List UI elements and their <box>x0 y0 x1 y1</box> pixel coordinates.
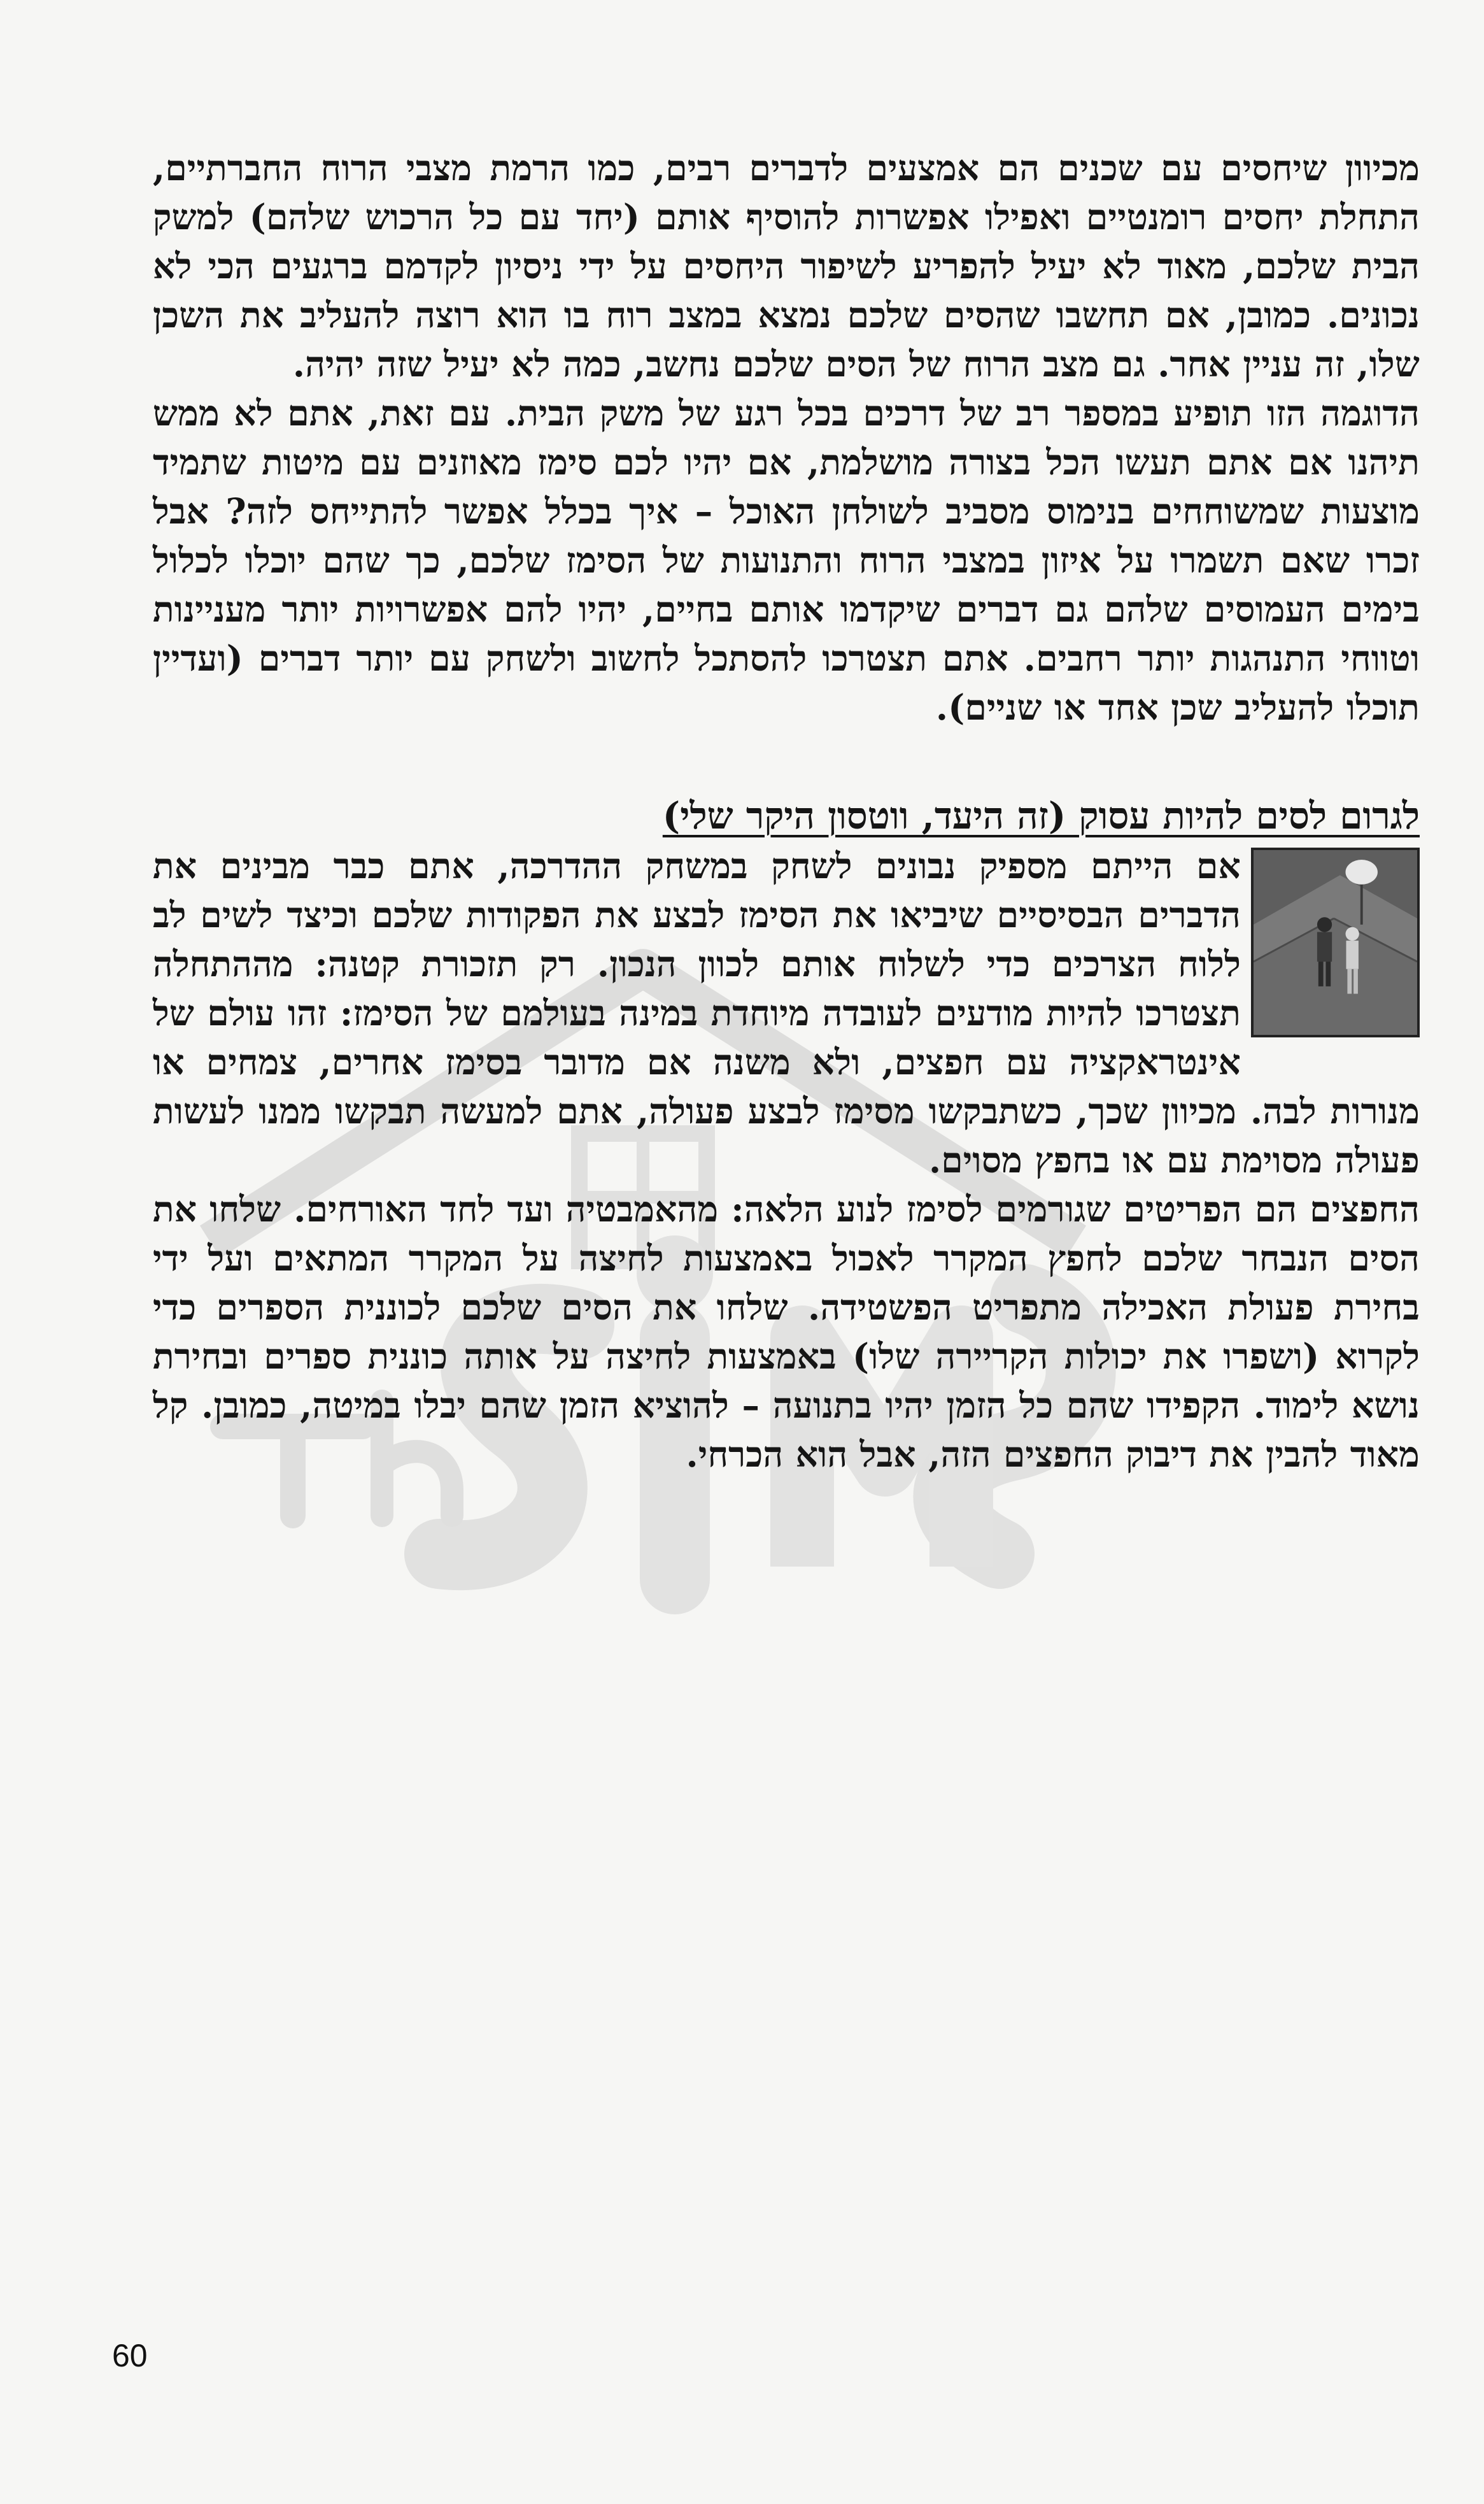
intro-paragraph-2: הדוגמה הזו תופיע במספר רב של דרכים בכל רגע של משק הבית. עם זאת, אתם לא ממש תיהנו אם אתם תעשו הכל בצורה מושלמת, אם יהיו לכם סימז מאוזנים עם מיטות שתמיד מוצעות שמשוחחים בנימוס מסביב לשולחן האוכל – איך בכלל אפשר להתייחס לזה? אבל זכרו שאם תשמרו על איזון במצבי הרוח והתנועות של הסימז שלכם, כך שהם יוכלו לכלול בימים העמוסים שלהם גם דברים שיקדמו אותם בחיים, יהיו להם אפשרויות יותר מעניינות וטווחי התנהגות יותר רחבים. אתם תצטרכו להסתכל לחשוב ולשחק עם יותר דברים (ועדיין תוכלו להעליב שכן אחד או שניים). <box>153 392 1420 728</box>
game-screenshot-icon <box>1254 850 1417 1035</box>
page-content <box>153 143 1420 1479</box>
section-title: לגרום לסים להיות עסוק (זה היעד, ווטסון היקר שלי) <box>662 794 1420 837</box>
game-screenshot <box>1251 848 1420 1037</box>
section-paragraph-1: אם הייתם מספיק נבונים לשחק במשחק ההדרכה, אתם כבר מבינים את הדברים הבסיסיים שיביאו את הסימז לבצע את הפקודות שלכם וכיצד לשים לב ללוח הצרכים כדי לשלוח אותם לכוון הנכון. רק תזכורת קטנה: מההתחלה תצטרכו להיות מודעים לעובדה מיוחדת במינה בעולמם של הסימז: זהו עולם של אינטראקציה עם חפצים, ולא משנה אם מדובר בסימז אחרים, צמחים או מנורות לבה. מכיוון שכך, כשתבקשו מסימז לבצע פעולה, אתם למעשה תבקשו ממנו לעשות פעולה מסוימת עם או בחפץ מסוים. <box>153 845 1420 1181</box>
page-number: 60 <box>112 2338 148 2373</box>
intro-paragraph-1: מכיוון שיחסים עם שכנים הם אמצעים לדברים רבים, כמו הרמת מצבי הרוח החברתיים, התחלת יחסים רומנטיים ואפילו אפשרות להוסיף אותם (יחד עם כל הרכוש שלהם) למשק הבית שלכם, מאוד לא יעיל להפריע לשיפור היחסים על ידי ניסיון לקדמם ברגעים הכי לא נכונים. כמובן, אם תחשבו שהסים שלכם נמצא במצב רוח בו הוא רוצה להעליב את השכן שלו, זה עניין אחר. גם מצב הרוח של הסים שלכם נחשב, כמה לא יעיל שזה יהיה. <box>153 147 1420 385</box>
section-paragraph-2: החפצים הם הפריטים שגורמים לסימז לנוע הלאה: מהאמבטיה ועד לחד האורחים. שלחו את הסים הנבחר שלכם לחפץ המקרר לאכול באמצעות לחיצה על המקרר המתאים ועל ידי בחירת פעולת האכילה מתפריט הפשטידה. שלחו את הסים שלכם לכוננית הספרים כדי לקרוא (ושפרו את יכולות הקריירה שלו) באמצעות לחיצה על אותה כוננית ספרים ובחירת נושא לימוד. הקפידו שהם כל הזמן יהיו בתנועה – להוציא הזמן שהם יבלו במיטה, כמובן. קל מאוד להבין את דיבוק החפצים הזה, אבל הוא הכרחי. <box>153 1188 1420 1475</box>
section-spacer <box>153 732 1420 790</box>
